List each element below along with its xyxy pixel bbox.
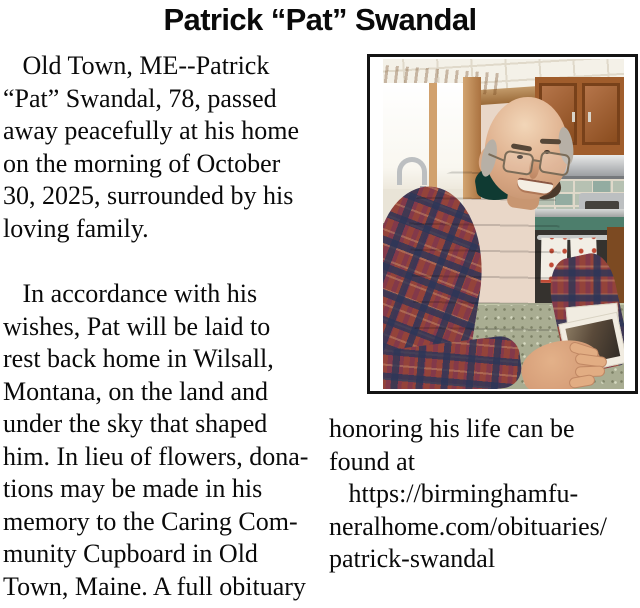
glasses-lens: [502, 150, 535, 176]
obituary-paragraph-2: In accordance with his wishes, Pat will be laid to rest back home in Wilsall, Montana, on the land and under the sky that shaped him. In lieu of flowers, dona- tions may be made in his memory to the Caring Com- munity Cupboard in Old Town, Maine. A full obituary: [3, 279, 309, 601]
sink-faucet: [397, 157, 427, 185]
page-title: Patrick “Pat” Swandal: [163, 2, 477, 37]
obituary-paragraph-1: Old Town, ME--Patrick “Pat” Swandal, 78, passed away peacefully at his home on the morning of October 30, 2025, surrounded by his loving family.: [3, 51, 299, 243]
accent-tile: [593, 181, 610, 192]
portrait-photo: [383, 59, 624, 389]
glasses-lens: [538, 150, 571, 176]
obituary-left-column: [3, 50, 365, 603]
eyebrow: [540, 139, 561, 145]
accent-tile: [555, 194, 572, 205]
cabinet-door: [582, 83, 620, 145]
cabinet-handle: [572, 112, 575, 122]
cabinet-handle: [588, 112, 591, 122]
glasses-bridge: [533, 159, 541, 162]
portrait-photo-frame: [367, 54, 638, 394]
window-mullion: [429, 83, 437, 189]
obituary-paragraph-3: honoring his life can be found at https://birminghamfu- neralhome.com/obituaries/ patrick-swandal: [329, 414, 607, 573]
obituary-right-column: [329, 413, 640, 576]
